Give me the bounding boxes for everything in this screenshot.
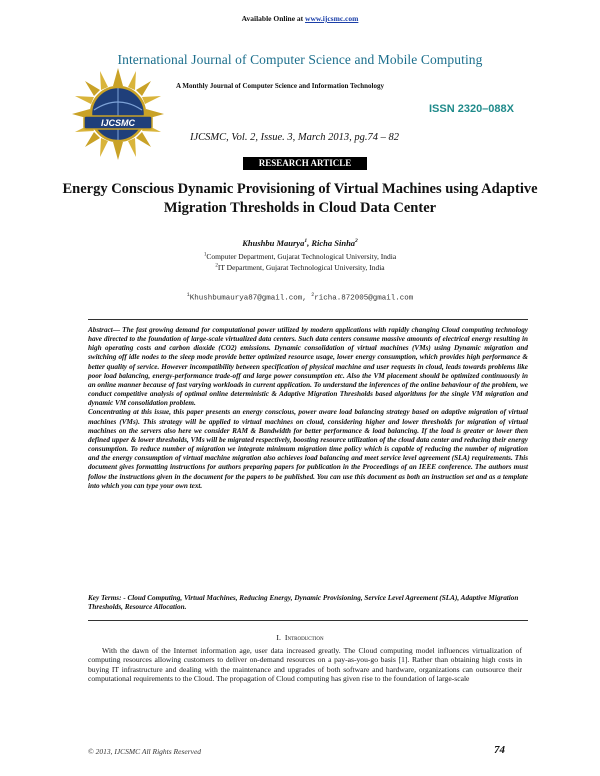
author-separator: , [307, 238, 312, 248]
author-2: Richa Sinha [311, 238, 356, 248]
author-emails [0, 292, 600, 303]
abstract-bottom-rule [88, 620, 528, 621]
abstract-top-rule [88, 319, 528, 320]
footer-copyright: © 2013, IJCSMC All Rights Reserved [88, 747, 202, 756]
paper-title: Energy Conscious Dynamic Provisioning of Virtual Machines using Adaptive Migration Thresholds in Cloud Data Center [62, 181, 538, 216]
volume-info: IJCSMC, Vol. 2, Issue. 3, March 2013, pg.74 – 82 [190, 132, 400, 143]
abstract-paragraph-2: Concentrating at this issue, this paper presents an energy conscious, power aware load balancing strategy based on adaptive migration of virtual machines (VMs). This strategy will be applied to virtual machines on cloud, considering higher and lower thresholds for migration of virtual machines on the servers also here we consider RAM & Bandwidth for better performance & load balancing. If the load is greater or lower then defined upper & lower thresholds, VMs will be migrated respectively, boosting resource utilization of the cloud data center and reducing their energy consumption. To reduce number of migration we integrate minimum migration time policy which is capable of reducing the number of migration and the energy consumption of virtual machine migration also achieves load balancing and meet service level agreement (SLA) requirements. This document gives formatting instructions for authors preparing papers for publication in the Proceedings of an IEEE conference. The authors must follow the instructions given in the document for the papers to be published. You can use this document as both an instruction set and as a template into which you can type your own text. [88, 408, 528, 490]
email-1-sup: 1 [186, 292, 190, 298]
affiliation-1-text: Computer Department, Gujarat Technological University, India [206, 252, 397, 261]
email-2[interactable]: richa.872005@gmail.com [314, 294, 414, 303]
journal-website-link[interactable]: www.ijcsmc.com [305, 14, 359, 23]
article-type-badge: RESEARCH ARTICLE [243, 157, 367, 170]
key-terms: Key Terms: - Cloud Computing, Virtual Machines, Reducing Energy, Dynamic Provisioning, Service Level Agreement (SLA), Adaptive Migration Thresholds, Resource Allocation. [88, 594, 519, 612]
author-1-sup: 1 [304, 238, 308, 245]
author-line [0, 238, 600, 248]
available-prefix: Available Online at [241, 14, 304, 23]
journal-subtitle: A Monthly Journal of Computer Science and Information Technology [176, 82, 384, 90]
email-1[interactable]: Khushbumaurya87@gmail.com, [189, 294, 312, 303]
availability-line [0, 14, 600, 23]
logo-text: IJCSMC [100, 118, 136, 128]
section-title: Introduction [284, 633, 324, 642]
abstract [88, 326, 528, 491]
section-heading [0, 633, 600, 642]
issn: ISSN 2320–088X [428, 103, 514, 115]
affiliation-2-text: IT Department, Gujarat Technological University, India [217, 263, 385, 272]
author-1: Khushbu Maurya [242, 238, 305, 248]
affiliation-2 [0, 263, 600, 272]
affiliation-2-sup: 2 [215, 263, 218, 269]
author-2-sup: 2 [355, 238, 358, 245]
email-2-sup: 2 [311, 292, 315, 298]
introduction-body [88, 646, 522, 684]
journal-name: International Journal of Computer Science and Mobile Computing [117, 52, 483, 67]
journal-logo [70, 66, 166, 162]
abstract-paragraph-1: Abstract— The fast growing demand for computational power utilized by modern applications with rapidly changing Cloud computing technology have directed to the foundation of large-scale virtualized data centers. Such data centers consume massive amounts of electrical energy resulting in high operating costs and carbon dioxide (CO2) emissions. Dynamic consolidation of virtual machines (VMs) using Dynamic migration and switching off idle nodes to the sleep mode provide better optimized resource usage, lower energy consumption, which provides high performance & better quality of service. However incompatibility between specification of physical machine and user requests in cloud, leads towards problems like poor load balancing, energy-performance trade-off and large power consumption etc. Also the VM placement should be optimized continuously in an online manner because of fast varying workloads in current application. To understand the inferences of the online behaviour of the problem, we conduct competitive analysis of optimal online deterministic & Adaptive Migration Thresholds based algorithms for the single VM migration and dynamic VM consolidation problem. [88, 326, 528, 408]
introduction-paragraph-1: With the dawn of the Internet information age, user data increased greatly. The Cloud computing model influences virtualization of computing resources allowing customers to deliver on-demand resources on a pay-as-you-go basis [1]. Rather than obtaining high costs in buying IT infrastructure and dealing with the maintenance and upgrades of both software and hardware, organizations can outsource their computational requirements to the Cloud. The propagation of Cloud computing has given rise to the foundation of large-scale [88, 646, 522, 684]
affiliation-1 [0, 252, 600, 261]
page-number: 74 [494, 744, 505, 756]
affiliation-1-sup: 1 [203, 252, 207, 258]
section-number: I. [276, 633, 281, 642]
